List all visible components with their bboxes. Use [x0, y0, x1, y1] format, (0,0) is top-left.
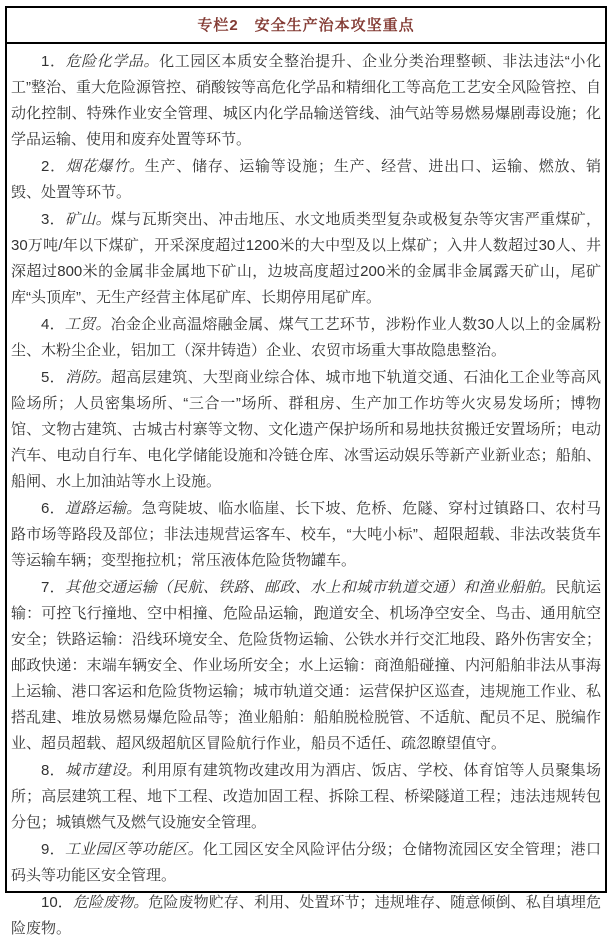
- item-number: 8．: [41, 762, 65, 779]
- item-text: 化工园区安全风险评估分级；仓储物流园区安全管理；港口码头等功能区安全管理。: [11, 841, 601, 884]
- item-term: 危险化学品。: [65, 52, 160, 70]
- list-item: [11, 889, 601, 942]
- item-number: 7．: [41, 579, 65, 596]
- item-term: 工贸。: [64, 315, 111, 333]
- item-number: 3．: [41, 211, 65, 228]
- item-term: 矿山。: [65, 210, 111, 228]
- item-text: 危险废物贮存、利用、处置环节；违规堆存、随意倾倒、私自填埋危险废物。: [11, 894, 601, 937]
- panel-body: [7, 44, 605, 942]
- item-term: 城市建设。: [65, 761, 142, 779]
- item-text: 民航运输：可控飞行撞地、空中相撞、危险品运输，跑道安全、机场净空安全、鸟击、通用航空安全；铁路运输：沿线环境安全、危险货物运输、公铁水并行交汇地段、路外伤害安全；邮政快递：末端车辆安全、作业场所安全；水上运输：商渔船碰撞、内河船舶非法从事海上运输、港口客运和危险货物运输；城市轨道交通：运营保护区巡查，违规施工作业、私搭乱建、堆放易燃易爆危险品等；渔业船舶：船舶脱检脱管、不适航、配员不足、脱编作业、超员超载、超风级超航区冒险航行作业，船员不适任、疏忽瞭望值守。: [11, 579, 601, 752]
- item-number: 9．: [41, 841, 65, 858]
- item-text: 利用原有建筑物改建改用为酒店、饭店、学校、体育馆等人员聚集场所；高层建筑工程、地下工程、改造加固工程、拆除工程、桥梁隧道工程；违法违规转包分包；城镇燃气及燃气设施安全管理。: [11, 762, 601, 831]
- item-text: 化工园区本质安全整治提升、企业分类治理整顿、非法违法“小化工”整治、重大危险源管控、硝酸铵等高危化学品和精细化工等高危工艺安全风险管控、自动化控制、特殊作业安全管理、城区内化学品输送管线、油气站等易燃易爆剧毒设施；化学品运输、使用和废弃处置等环节。: [11, 53, 601, 148]
- item-number: 4．: [41, 316, 65, 333]
- item-term: 消防。: [65, 368, 111, 386]
- item-text: 冶金企业高温熔融金属、煤气工艺环节，涉粉作业人数30人以上的金属粉尘、木粉尘企业，铝加工（深井铸造）企业、农贸市场重大事故隐患整治。: [11, 316, 601, 359]
- list-item: [11, 495, 601, 574]
- item-number: 10．: [41, 894, 73, 911]
- item-number: 1．: [41, 53, 66, 70]
- item-number: 6．: [41, 500, 65, 517]
- item-text: 急弯陡坡、临水临崖、长下坡、危桥、危隧、穿村过镇路口、农村马路市场等路段及部位；非法违规营运客车、校车，“大吨小标”、超限超载、非法改装货车等运输车辆；变型拖拉机；常压液体危险货物罐车。: [11, 500, 601, 569]
- item-text: 超高层建筑、大型商业综合体、城市地下轨道交通、石油化工企业等高风险场所；人员密集场所、“三合一”场所、群租房、生产加工作坊等火灾易发场所；博物馆、文物古建筑、古城古村寨等文物、文化遗产保护场所和易地扶贫搬迁安置场所；电动汽车、电动自行车、电化学储能设施和冷链仓库、冰雪运动娱乐等新产业新业态；船舶、船闸、水上加油站等水上设施。: [11, 369, 601, 490]
- item-number: 2．: [41, 158, 66, 175]
- list-item: [11, 311, 601, 364]
- item-term: 烟花爆竹。: [65, 157, 145, 175]
- item-text: 煤与瓦斯突出、冲击地压、水文地质类型复杂或极复杂等灾害严重煤矿，30万吨/年以下煤矿，开采深度超过1200米的大中型及以上煤矿；入井人数超过30人、井深超过800米的金属非金属地下矿山，边坡高度超过200米的金属非金属露天矿山，尾矿库“头顶库”、无生产经营主体尾矿库、长期停用尾矿库。: [11, 211, 601, 306]
- item-term: 工业园区等功能区。: [65, 840, 203, 858]
- panel-title: 专栏2 安全生产治本攻坚重点: [7, 8, 605, 44]
- list-item: [11, 574, 601, 757]
- item-number: 5．: [41, 369, 65, 386]
- list-item: [11, 836, 601, 889]
- list-item: [11, 48, 601, 153]
- list-item: [11, 757, 601, 836]
- list-item: [11, 153, 601, 206]
- item-text: 生产、储存、运输等设施；生产、经营、进出口、运输、燃放、销毁、处置等环节。: [11, 158, 601, 201]
- column-box: [5, 6, 607, 937]
- list-item: [11, 206, 601, 311]
- item-term: 危险废物。: [72, 893, 149, 911]
- item-term: 道路运输。: [65, 499, 142, 517]
- item-term: 其他交通运输（民航、铁路、邮政、水上和城市轨道交通）和渔业船舶。: [65, 578, 556, 596]
- list-item: [11, 364, 601, 495]
